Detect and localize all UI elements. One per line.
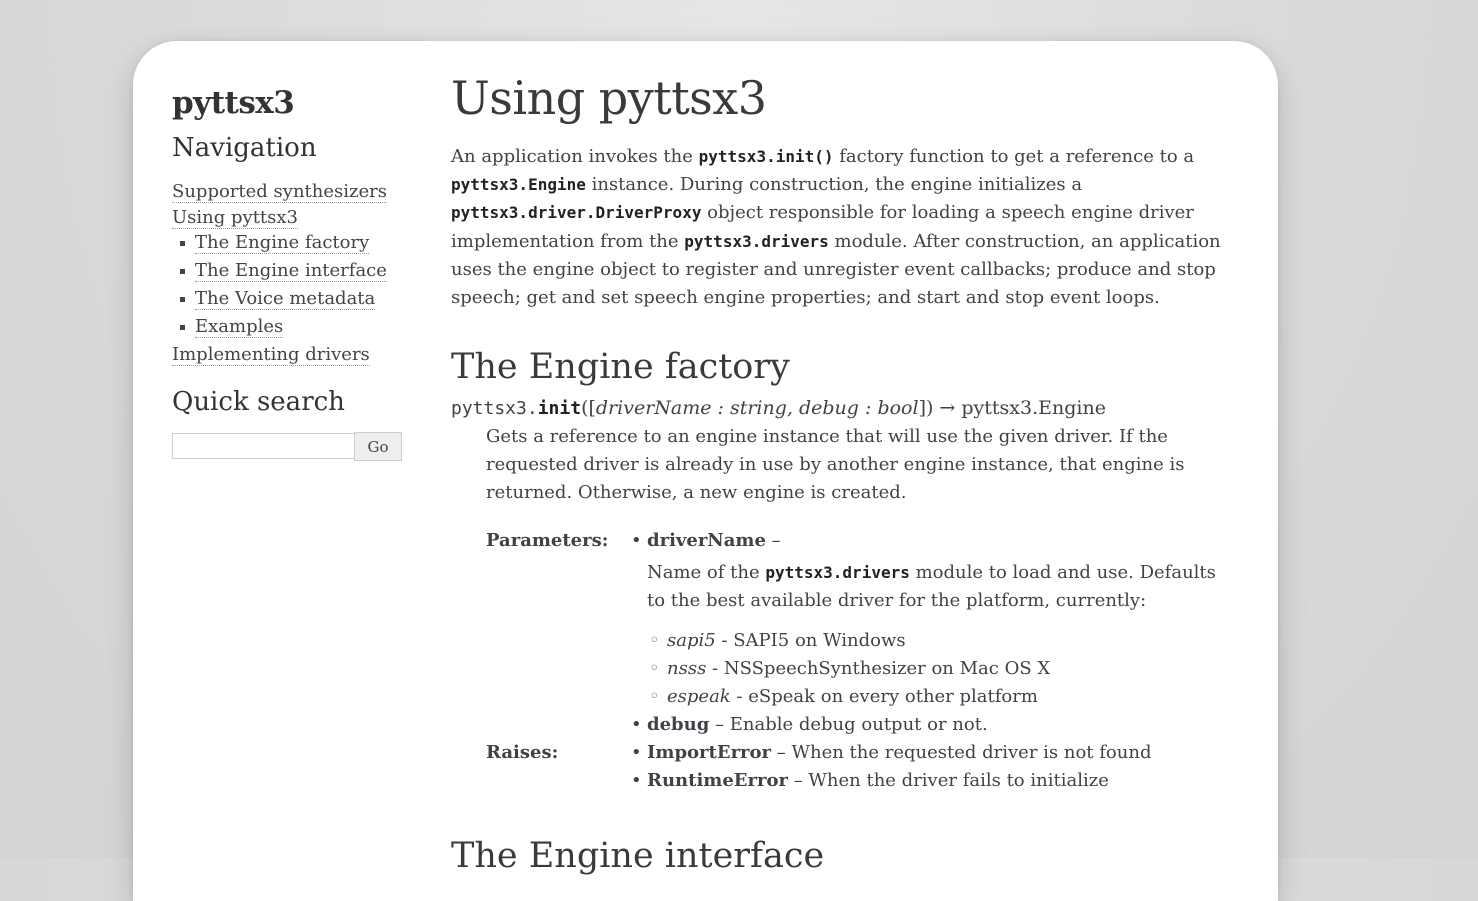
nav-item-using-pyttsx3 bbox=[172, 207, 412, 338]
bullet-icon bbox=[180, 325, 185, 330]
exception-description: – When the requested driver is not found bbox=[771, 742, 1152, 764]
intro-text-5: module. After construction, an application uses the engine object to register and unregister event callbacks; produce and stop speech; get and set speech engine properties; and start and stop event loops. bbox=[451, 230, 1221, 309]
nav-link-engine-factory[interactable]: The Engine factory bbox=[195, 232, 370, 253]
intro-text-4: object responsible for loading a speech engine driver implementation from the bbox=[451, 202, 1194, 252]
sig-prefix: pyttsx3. bbox=[451, 398, 538, 420]
field-list bbox=[486, 527, 1231, 795]
raise-import-error bbox=[631, 739, 1231, 767]
section-heading-engine-factory: The Engine factory bbox=[451, 347, 790, 388]
driver-item bbox=[647, 627, 1231, 655]
param-desc-text-1: Name of the bbox=[647, 562, 766, 584]
parameters-label: Parameters: bbox=[486, 530, 609, 552]
param-desc-text-2: module to load and use. Defaults to the best available driver for the platform, currently: bbox=[647, 562, 1216, 612]
description-text: Gets a reference to an engine instance that will use the given driver. If the requested driver is already in use by another engine instance, that engine is returned. Otherwise, a new engine is created. bbox=[486, 426, 1185, 504]
code-driverproxy: pyttsx3.driver.DriverProxy bbox=[451, 203, 702, 223]
driver-name: sapi5 bbox=[667, 630, 716, 652]
navigation-heading: Navigation bbox=[172, 133, 317, 163]
driver-name: espeak bbox=[667, 686, 731, 708]
nav-link-using-pyttsx3[interactable]: Using pyttsx3 bbox=[172, 207, 298, 228]
param-drivername bbox=[631, 527, 1231, 711]
bullet-icon bbox=[180, 241, 185, 246]
raises-label: Raises: bbox=[486, 742, 559, 764]
page-title: Using pyttsx3 bbox=[451, 71, 767, 125]
code-drivers-module: pyttsx3.drivers bbox=[765, 563, 910, 583]
code-drivers: pyttsx3.drivers bbox=[684, 231, 829, 251]
nav-subitem-engine-factory bbox=[180, 232, 412, 254]
sig-name: init bbox=[537, 398, 582, 420]
bullet-icon bbox=[180, 269, 185, 274]
nav-subitem-voice-metadata bbox=[180, 288, 412, 310]
search-input[interactable] bbox=[172, 433, 354, 459]
section-heading-engine-interface: The Engine interface bbox=[451, 836, 825, 876]
raise-runtime-error bbox=[631, 767, 1231, 795]
exception-name: RuntimeError bbox=[647, 770, 788, 792]
sig-close: ]) → pyttsx3.Engine bbox=[918, 397, 1106, 420]
driver-desc: - eSpeak on every other platform bbox=[730, 686, 1038, 708]
nav-sub-list bbox=[180, 232, 412, 338]
param-dash: – bbox=[765, 530, 781, 552]
sig-params: driverName : string, debug : bool bbox=[595, 397, 919, 420]
docs-page-card bbox=[133, 41, 1278, 901]
search-form bbox=[172, 433, 412, 461]
site-logo[interactable]: pyttsx3 bbox=[172, 85, 295, 121]
exception-name: ImportError bbox=[647, 742, 772, 764]
nav-link-supported-synthesizers[interactable]: Supported synthesizers bbox=[172, 181, 387, 202]
driver-desc: - NSSpeechSynthesizer on Mac OS X bbox=[706, 658, 1051, 680]
parameters-list bbox=[631, 527, 1231, 739]
code-init: pyttsx3.init() bbox=[698, 147, 834, 166]
intro-text-1: An application invokes the bbox=[451, 146, 699, 167]
nav-link-engine-interface[interactable]: The Engine interface bbox=[195, 260, 387, 281]
driver-item bbox=[647, 683, 1231, 711]
driver-desc: - SAPI5 on Windows bbox=[715, 630, 906, 652]
sig-open: ([ bbox=[581, 397, 596, 420]
code-engine: pyttsx3.Engine bbox=[451, 175, 586, 195]
param-description bbox=[647, 559, 1231, 615]
raises-list bbox=[631, 739, 1231, 795]
param-name: driverName bbox=[647, 530, 766, 552]
function-signature bbox=[451, 397, 1231, 419]
nav-subitem-engine-interface bbox=[180, 260, 412, 282]
nav-link-implementing-drivers[interactable]: Implementing drivers bbox=[172, 344, 370, 365]
param-description: – Enable debug output or not. bbox=[709, 714, 988, 736]
intro-text-3: instance. During construction, the engine initializes a bbox=[585, 174, 1083, 196]
intro-paragraph bbox=[451, 143, 1231, 312]
quick-search-heading: Quick search bbox=[172, 387, 345, 417]
nav-link-examples[interactable]: Examples bbox=[195, 316, 284, 337]
exception-description: – When the driver fails to initialize bbox=[787, 770, 1109, 792]
nav-item-implementing-drivers bbox=[172, 344, 412, 365]
go-button[interactable]: Go bbox=[354, 432, 402, 461]
param-debug bbox=[631, 711, 1231, 739]
nav-subitem-examples bbox=[180, 316, 412, 338]
nav-link-voice-metadata[interactable]: The Voice metadata bbox=[195, 288, 376, 309]
main-content bbox=[451, 71, 1231, 795]
navigation-list bbox=[172, 181, 412, 365]
nav-item-supported-synthesizers bbox=[172, 181, 412, 202]
driver-name: nsss bbox=[667, 658, 707, 680]
function-description bbox=[486, 423, 1231, 795]
driver-item bbox=[647, 655, 1231, 683]
intro-text-2: factory function to get a reference to a bbox=[833, 146, 1195, 167]
param-name: debug bbox=[647, 714, 710, 736]
driver-list bbox=[647, 627, 1231, 711]
bullet-icon bbox=[180, 297, 185, 302]
sidebar bbox=[172, 85, 412, 461]
